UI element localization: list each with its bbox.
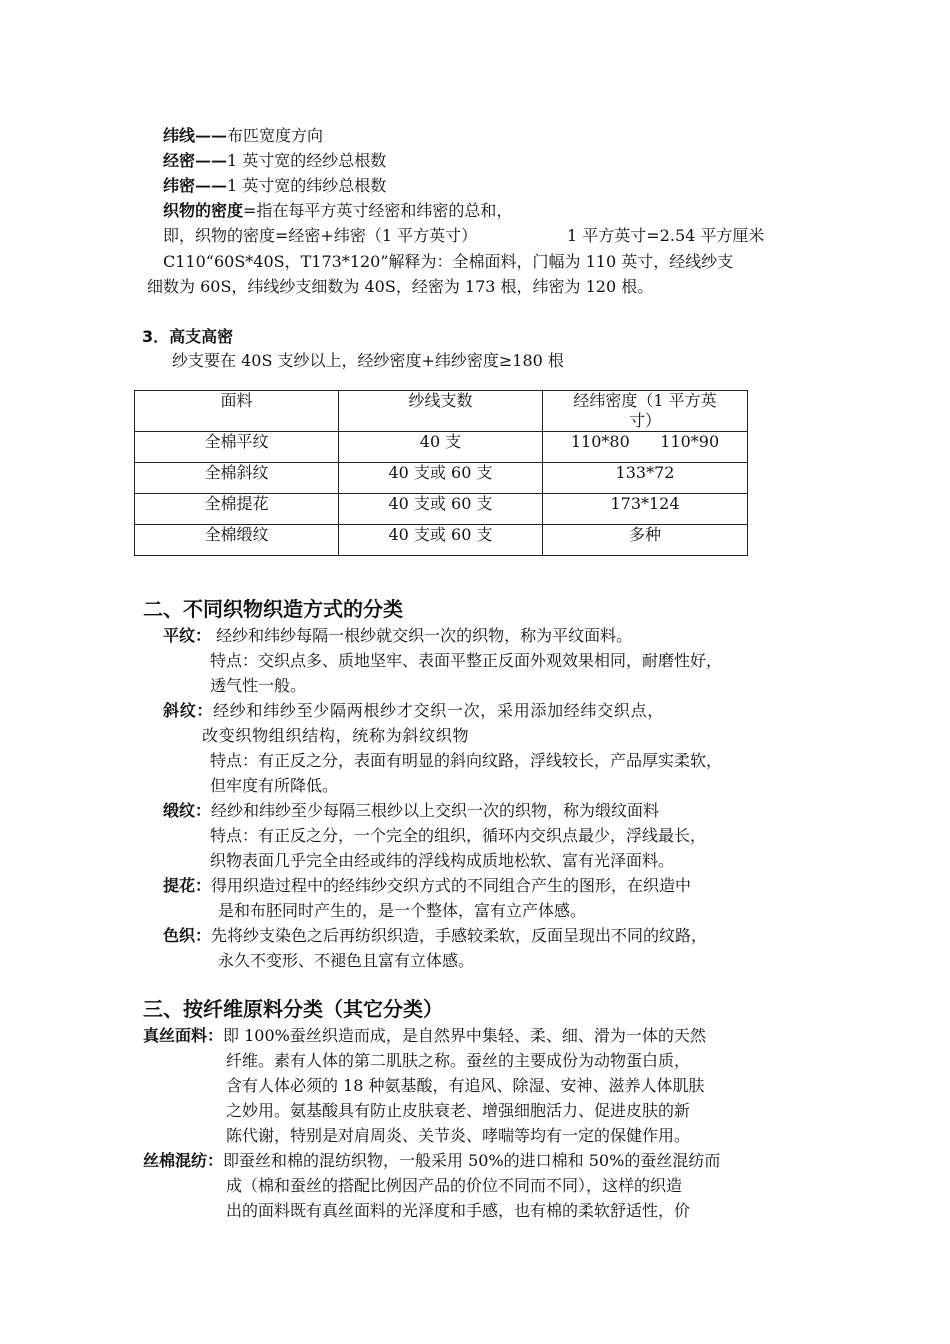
section-3-heading: 3．高支高密 — [142, 327, 234, 346]
plain-feature-2: 透气性一般。 — [210, 676, 307, 695]
term-weft: 纬线—— — [163, 126, 228, 145]
term-jacquard: 提花： — [163, 876, 212, 895]
table-row — [135, 525, 748, 556]
cell-fabric: 全棉缎纹 — [135, 525, 339, 556]
section-3-desc: 纱支要在 40S 支纱以上，经纱密度+纬纱密度≥180 根 — [172, 351, 564, 370]
header-fabric: 面料 — [135, 391, 339, 432]
density-formula: 即，织物的密度=经密+纬密（1 平方英寸） — [163, 226, 478, 245]
silk-fabric: 真丝面料：即 100%蚕丝织造而成，是自然界中集轻、柔、细、滑为一体的天然 — [143, 1026, 706, 1045]
twill-weave: 斜纹：经纱和纬纱至少隔两根纱才交织一次，采用添加经纬交织点， — [163, 701, 665, 720]
jacquard-weave: 提花：得用织造过程中的经纬纱交织方式的不同组合产生的图形，在织造中 — [163, 876, 692, 895]
plain-weave: 平纹： 经纱和纬纱每隔一根纱就交织一次的织物，称为平纹面料。 — [163, 626, 633, 645]
blend-line-2: 成（棉和蚕丝的搭配比例因产品的价位不同而不同），这样的织造 — [226, 1176, 683, 1195]
silk-line-2: 纤维。素有人体的第二肌肤之称。蚕丝的主要成份为动物蛋白质， — [226, 1051, 691, 1070]
twill-def-2: 改变织物组织结构，统称为斜纹织物 — [202, 726, 470, 745]
satin-weave: 缎纹：经纱和纬纱至少每隔三根纱以上交织一次的织物，称为缎纹面料 — [163, 801, 660, 820]
term-plain: 平纹： — [163, 626, 212, 645]
def-fabric-density: 织物的密度=指在每平方英寸经密和纬密的总和， — [163, 201, 513, 220]
silk-line-3: 含有人体必须的 18 种氨基酸，有追风、除湿、安神、滋养人体肌肤 — [226, 1076, 705, 1095]
cell-fabric: 全棉斜纹 — [135, 463, 339, 494]
silk-line-5: 陈代谢，特别是对肩周炎、关节炎、哮喘等均有一定的保健作用。 — [226, 1126, 691, 1145]
silk-line-4: 之妙用。氨基酸具有防止皮肤衰老、增强细胞活力、促进皮肤的新 — [226, 1101, 691, 1120]
area-note: 1 平方英寸=2.54 平方厘米 — [567, 226, 765, 245]
cell-density: 133*72 — [543, 463, 748, 494]
cell-fabric: 全棉平纹 — [135, 432, 339, 463]
example-line-2: 细数为 60S，纬线纱支细数为 40S，经密为 173 根，纬密为 120 根。 — [147, 277, 654, 296]
cell-yarn: 40 支或 60 支 — [339, 525, 543, 556]
def-weft: 纬线——布匹宽度方向 — [163, 126, 324, 145]
term-silk: 真丝面料： — [143, 1026, 224, 1045]
cell-density: 多种 — [543, 525, 748, 556]
table-row — [135, 463, 748, 494]
cell-yarn: 40 支 — [339, 432, 543, 463]
def-warp-density: 经密——1 英寸宽的经纱总根数 — [163, 151, 387, 170]
cell-fabric: 全棉提花 — [135, 494, 339, 525]
section-3-title: 三、按纤维原料分类（其它分类） — [143, 997, 443, 1021]
header-density: 经纬密度（1 平方英 寸） — [543, 391, 748, 432]
twill-feature-1: 特点：有正反之分，表面有明显的斜向纹路，浮线较长，产品厚实柔软， — [210, 751, 723, 770]
satin-feature-1: 特点：有正反之分，一个完全的组织，循环内交织点最少，浮线最长， — [210, 826, 707, 845]
blend-line-3: 出的面料既有真丝面料的光泽度和手感，也有棉的柔软舒适性，价 — [226, 1201, 691, 1220]
def-weft-density: 纬密——1 英寸宽的纬纱总根数 — [163, 176, 387, 195]
header-yarn-count: 纱线支数 — [339, 391, 543, 432]
jacquard-def-2: 是和布胚同时产生的，是一个整体，富有立产体感。 — [218, 901, 587, 920]
term-satin: 缎纹： — [163, 801, 212, 820]
satin-feature-2: 织物表面几乎完全由经或纬的浮线构成质地松软、富有光泽面料。 — [210, 851, 675, 870]
term-twill: 斜纹： — [163, 701, 214, 720]
spec-table — [134, 390, 748, 556]
table-row — [135, 432, 748, 463]
silk-cotton-blend: 丝棉混纺：即蚕丝和棉的混纺织物，一般采用 50%的进口棉和 50%的蚕丝混纺而 — [143, 1151, 721, 1170]
yarn-dyed-def-2: 永久不变形、不褪色且富有立体感。 — [218, 951, 475, 970]
cell-density: 110*80 110*90 — [543, 432, 748, 463]
twill-feature-2: 但牢度有所降低。 — [210, 776, 339, 795]
table-row — [135, 494, 748, 525]
term-blend: 丝棉混纺： — [143, 1151, 224, 1170]
example-line-1: C110“60S*40S，T173*120”解释为：全棉面料，门幅为 110 英寸，经线纱支 — [163, 252, 734, 271]
cell-density: 173*124 — [543, 494, 748, 525]
term-yarn-dyed: 色织： — [163, 926, 212, 945]
section-2-title: 二、不同织物织造方式的分类 — [143, 597, 403, 621]
plain-feature-1: 特点：交织点多、质地坚牢、表面平整正反面外观效果相同，耐磨性好， — [210, 651, 723, 670]
cell-yarn: 40 支或 60 支 — [339, 463, 543, 494]
table-header-row — [135, 391, 748, 432]
yarn-dyed-weave: 色织：先将纱支染色之后再纺织织造，手感较柔软，反面呈现出不同的纹路， — [163, 926, 708, 945]
cell-yarn: 40 支或 60 支 — [339, 494, 543, 525]
